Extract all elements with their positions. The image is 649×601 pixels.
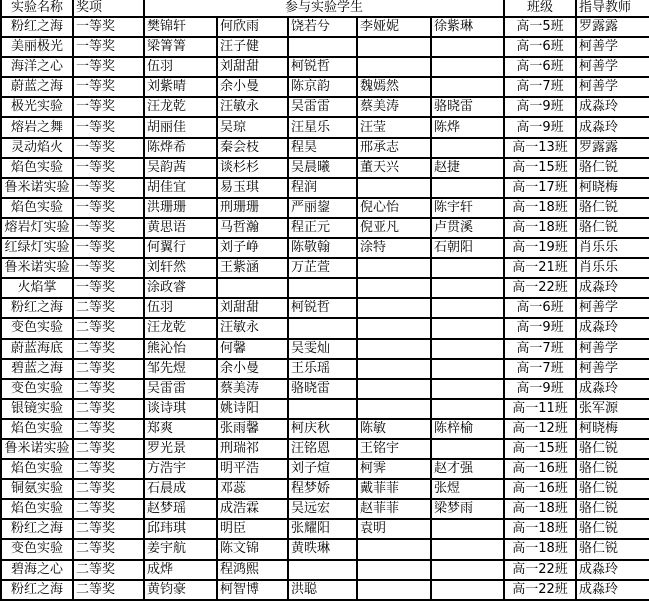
table-row [1, 439, 649, 459]
cell-student[interactable]: 谈诗琪 [144, 399, 217, 419]
cell-award[interactable]: 二等奖 [73, 419, 144, 439]
table-row [1, 178, 649, 198]
cell-class[interactable]: 高一9班 [504, 379, 576, 399]
cell-award[interactable]: 二等奖 [73, 339, 144, 359]
cell-student[interactable]: 李娅妮 [357, 17, 431, 37]
cell-award[interactable]: 二等奖 [73, 359, 144, 379]
cell-teacher[interactable]: 骆仁锐 [576, 218, 649, 238]
cell-teacher[interactable]: 柯善学 [576, 57, 649, 77]
cell-student[interactable]: 洪珊珊 [144, 198, 217, 218]
table-row [1, 298, 649, 318]
cell-student[interactable]: 王乐瑶 [288, 359, 357, 379]
cell-teacher[interactable]: 罗露露 [576, 138, 649, 158]
cell-student[interactable]: 刘紫晴 [144, 77, 217, 97]
table-row [1, 479, 649, 499]
cell-class[interactable]: 高一9班 [504, 117, 576, 137]
cell-teacher[interactable]: 成淼玲 [576, 318, 649, 338]
table-row [1, 17, 649, 37]
cell-experiment[interactable]: 焰色实验 [1, 459, 73, 479]
cell-class[interactable]: 高一7班 [504, 339, 576, 359]
cell-student[interactable]: 胡佳宜 [144, 178, 217, 198]
cell-student[interactable]: 伍羽 [144, 57, 217, 77]
cell-award[interactable]: 二等奖 [73, 580, 144, 600]
cell-student[interactable]: 刘甜甜 [217, 57, 288, 77]
cell-experiment[interactable]: 变色实验 [1, 318, 73, 338]
cell-class[interactable]: 高一22班 [504, 560, 576, 580]
cell-student[interactable]: 伍羽 [144, 298, 217, 318]
cell-student[interactable] [357, 57, 431, 77]
cell-teacher[interactable]: 柯晓梅 [576, 419, 649, 439]
cell-student[interactable] [357, 258, 431, 278]
cell-student[interactable]: 赵梦瑶 [144, 499, 217, 519]
table-row [1, 560, 649, 580]
cell-student[interactable] [431, 359, 504, 379]
table-row [1, 519, 649, 539]
cell-student[interactable]: 骆晓雷 [431, 97, 504, 117]
cell-student[interactable] [357, 37, 431, 57]
cell-student[interactable]: 涂政睿 [144, 278, 217, 298]
cell-student[interactable]: 吴远宏 [288, 499, 357, 519]
cell-student[interactable] [357, 178, 431, 198]
table-row [1, 318, 649, 338]
cell-teacher[interactable]: 罗露露 [576, 17, 649, 37]
cell-student[interactable]: 倪亚凡 [357, 218, 431, 238]
cell-experiment[interactable]: 碧蓝之海 [1, 359, 73, 379]
cell-student[interactable] [288, 37, 357, 57]
cell-student[interactable]: 刘子煊 [288, 459, 357, 479]
cell-teacher[interactable]: 柯善学 [576, 298, 649, 318]
cell-class[interactable]: 高一18班 [504, 539, 576, 559]
cell-student[interactable]: 汪龙乾 [144, 97, 217, 117]
cell-class[interactable]: 高一5班 [504, 17, 576, 37]
cell-student[interactable]: 何馨 [217, 339, 288, 359]
cell-experiment[interactable]: 碧海之心 [1, 560, 73, 580]
cell-student[interactable]: 邱玮琪 [144, 519, 217, 539]
cell-student[interactable] [357, 379, 431, 399]
cell-student[interactable]: 柯智博 [217, 580, 288, 600]
table-row [1, 57, 649, 77]
cell-student[interactable]: 吴雷雷 [288, 97, 357, 117]
cell-class[interactable]: 高一22班 [504, 580, 576, 600]
cell-student[interactable] [357, 539, 431, 559]
cell-student[interactable]: 梁箐箐 [144, 37, 217, 57]
cell-student[interactable] [357, 399, 431, 419]
cell-student[interactable] [431, 439, 504, 459]
cell-student[interactable]: 程鸿熙 [217, 560, 288, 580]
cell-class[interactable]: 高一18班 [504, 499, 576, 519]
cell-award[interactable]: 二等奖 [73, 439, 144, 459]
cell-award[interactable]: 二等奖 [73, 560, 144, 580]
cell-student[interactable]: 陈烨 [431, 117, 504, 137]
cell-student[interactable]: 柯锐哲 [288, 57, 357, 77]
cell-student[interactable]: 石晨成 [144, 479, 217, 499]
cell-teacher[interactable]: 成淼玲 [576, 97, 649, 117]
cell-student[interactable]: 袁明 [357, 519, 431, 539]
cell-student[interactable]: 柯霁 [357, 459, 431, 479]
cell-teacher[interactable]: 柯晓梅 [576, 178, 649, 198]
cell-experiment[interactable]: 粉红之海 [1, 580, 73, 600]
header-participating-students: 参与实验学生 [144, 0, 504, 17]
cell-teacher[interactable]: 骆仁锐 [576, 479, 649, 499]
cell-student[interactable]: 涂特 [357, 238, 431, 258]
header-experiment-name: 实验名称 [1, 0, 73, 17]
cell-experiment[interactable]: 变色实验 [1, 539, 73, 559]
cell-student[interactable]: 陈宇轩 [431, 198, 504, 218]
cell-experiment[interactable]: 焰色实验 [1, 499, 73, 519]
cell-experiment[interactable]: 海洋之心 [1, 57, 73, 77]
cell-student[interactable] [357, 359, 431, 379]
table-row [1, 499, 649, 519]
cell-student[interactable]: 成浩霖 [217, 499, 288, 519]
cell-student[interactable] [357, 580, 431, 600]
cell-class[interactable]: 高一9班 [504, 97, 576, 117]
table-row [1, 379, 649, 399]
cell-award[interactable]: 二等奖 [73, 539, 144, 559]
cell-experiment[interactable]: 铜氨实验 [1, 479, 73, 499]
cell-teacher[interactable]: 张军源 [576, 399, 649, 419]
cell-student[interactable]: 明平浩 [217, 459, 288, 479]
cell-award[interactable]: 一等奖 [73, 198, 144, 218]
cell-award[interactable]: 一等奖 [73, 238, 144, 258]
cell-student[interactable] [288, 399, 357, 419]
cell-class[interactable]: 高一7班 [504, 77, 576, 97]
cell-experiment[interactable]: 银镜实验 [1, 399, 73, 419]
table-row [1, 359, 649, 379]
cell-student[interactable]: 赵捷 [431, 158, 504, 178]
cell-award[interactable]: 一等奖 [73, 77, 144, 97]
table-row [1, 198, 649, 218]
cell-experiment[interactable]: 熔岩灯实验 [1, 218, 73, 238]
cell-student[interactable]: 王铭宇 [357, 439, 431, 459]
cell-teacher[interactable]: 肖乐乐 [576, 238, 649, 258]
cell-student[interactable]: 蔡美涛 [357, 97, 431, 117]
cell-student[interactable]: 成烨 [144, 560, 217, 580]
cell-student[interactable]: 胡丽佳 [144, 117, 217, 137]
cell-student[interactable]: 汪敏永 [217, 318, 288, 338]
table-row [1, 258, 649, 278]
table-row [1, 580, 649, 600]
cell-student[interactable]: 柯锐哲 [288, 298, 357, 318]
cell-class[interactable]: 高一7班 [504, 359, 576, 379]
cell-student[interactable]: 程昊 [288, 138, 357, 158]
cell-student[interactable]: 郑爽 [144, 419, 217, 439]
cell-experiment[interactable]: 焰色实验 [1, 158, 73, 178]
cell-student[interactable] [431, 37, 504, 57]
cell-class[interactable]: 高一6班 [504, 57, 576, 77]
cell-student[interactable]: 汪子健 [217, 37, 288, 57]
cell-student[interactable] [217, 278, 288, 298]
cell-student[interactable]: 陈京韵 [288, 77, 357, 97]
cell-award[interactable]: 二等奖 [73, 499, 144, 519]
cell-teacher[interactable]: 成淼玲 [576, 560, 649, 580]
cell-student[interactable]: 何欣雨 [217, 17, 288, 37]
cell-experiment[interactable]: 火焰掌 [1, 278, 73, 298]
cell-experiment[interactable]: 鲁米诺实验 [1, 439, 73, 459]
cell-teacher[interactable]: 肖乐乐 [576, 258, 649, 278]
cell-student[interactable] [357, 560, 431, 580]
cell-student[interactable]: 易玉琪 [217, 178, 288, 198]
cell-award[interactable]: 一等奖 [73, 178, 144, 198]
cell-award[interactable]: 一等奖 [73, 17, 144, 37]
table-row [1, 158, 649, 178]
cell-award[interactable]: 一等奖 [73, 138, 144, 158]
cell-teacher[interactable]: 骆仁锐 [576, 499, 649, 519]
cell-student[interactable] [357, 318, 431, 338]
cell-teacher[interactable]: 骆仁锐 [576, 439, 649, 459]
cell-student[interactable] [431, 539, 504, 559]
cell-student[interactable]: 张煜 [431, 479, 504, 499]
table-row [1, 419, 649, 439]
cell-student[interactable]: 陈敏 [357, 419, 431, 439]
cell-student[interactable]: 吴韵茜 [144, 158, 217, 178]
table-row [1, 339, 649, 359]
cell-student[interactable]: 刑瑞祁 [217, 439, 288, 459]
cell-student[interactable] [357, 298, 431, 318]
cell-award[interactable]: 二等奖 [73, 399, 144, 419]
cell-class[interactable]: 高一11班 [504, 399, 576, 419]
cell-experiment[interactable]: 鲁米诺实验 [1, 258, 73, 278]
cell-class[interactable]: 高一18班 [504, 218, 576, 238]
cell-student[interactable]: 方浩宇 [144, 459, 217, 479]
cell-teacher[interactable]: 成淼玲 [576, 278, 649, 298]
cell-student[interactable]: 张雨馨 [217, 419, 288, 439]
cell-student[interactable]: 赵才强 [431, 459, 504, 479]
cell-teacher[interactable]: 成淼玲 [576, 580, 649, 600]
cell-student[interactable]: 陈敬翰 [288, 238, 357, 258]
cell-teacher[interactable]: 骆仁锐 [576, 158, 649, 178]
cell-award[interactable]: 一等奖 [73, 117, 144, 137]
table-row [1, 238, 649, 258]
cell-student[interactable]: 魏嫣然 [357, 77, 431, 97]
cell-class[interactable]: 高一19班 [504, 238, 576, 258]
cell-student[interactable] [288, 318, 357, 338]
cell-student[interactable] [431, 57, 504, 77]
cell-award[interactable]: 一等奖 [73, 37, 144, 57]
cell-teacher[interactable]: 骆仁锐 [576, 539, 649, 559]
cell-student[interactable]: 刘轩然 [144, 258, 217, 278]
cell-student[interactable]: 陈梓榆 [431, 419, 504, 439]
cell-student[interactable]: 柯庆秋 [288, 419, 357, 439]
header-row [1, 0, 649, 17]
cell-student[interactable]: 余小曼 [217, 359, 288, 379]
table-row [1, 37, 649, 57]
cell-student[interactable]: 刘子峥 [217, 238, 288, 258]
cell-teacher[interactable]: 柯善学 [576, 339, 649, 359]
cell-teacher[interactable]: 柯善学 [576, 77, 649, 97]
cell-student[interactable]: 洪聪 [288, 580, 357, 600]
cell-student[interactable] [431, 560, 504, 580]
cell-student[interactable]: 汪星乐 [288, 117, 357, 137]
table-row [1, 459, 649, 479]
table-row [1, 399, 649, 419]
cell-student[interactable]: 吴晨曦 [288, 158, 357, 178]
cell-student[interactable]: 严丽鋆 [288, 198, 357, 218]
cell-teacher[interactable]: 成淼玲 [576, 117, 649, 137]
cell-teacher[interactable]: 骆仁锐 [576, 198, 649, 218]
cell-student[interactable]: 董天兴 [357, 158, 431, 178]
cell-student[interactable]: 邹先煜 [144, 359, 217, 379]
cell-award[interactable]: 二等奖 [73, 479, 144, 499]
cell-student[interactable] [288, 560, 357, 580]
cell-student[interactable]: 梁梦雨 [431, 499, 504, 519]
cell-student[interactable]: 邢承志 [357, 138, 431, 158]
cell-student[interactable]: 张耀阳 [288, 519, 357, 539]
cell-class[interactable]: 高一9班 [504, 318, 576, 338]
cell-student[interactable] [431, 278, 504, 298]
cell-student[interactable]: 马哲瀚 [217, 218, 288, 238]
cell-student[interactable]: 姚诗阳 [217, 399, 288, 419]
cell-student[interactable] [431, 138, 504, 158]
cell-student[interactable]: 蔡美涛 [217, 379, 288, 399]
cell-award[interactable]: 二等奖 [73, 459, 144, 479]
table-row [1, 138, 649, 158]
cell-student[interactable]: 徐紫琳 [431, 17, 504, 37]
cell-student[interactable]: 樊锦轩 [144, 17, 217, 37]
cell-student[interactable] [431, 178, 504, 198]
cell-class[interactable]: 高一18班 [504, 519, 576, 539]
cell-class[interactable]: 高一17班 [504, 178, 576, 198]
cell-student[interactable] [431, 318, 504, 338]
cell-student[interactable]: 程梦娇 [288, 479, 357, 499]
cell-award[interactable]: 一等奖 [73, 218, 144, 238]
cell-award[interactable]: 二等奖 [73, 298, 144, 318]
cell-student[interactable]: 余小曼 [217, 77, 288, 97]
cell-student[interactable] [431, 399, 504, 419]
cell-student[interactable]: 何翼行 [144, 238, 217, 258]
cell-award[interactable]: 一等奖 [73, 278, 144, 298]
cell-class[interactable]: 高一22班 [504, 278, 576, 298]
cell-student[interactable]: 吴琼 [217, 117, 288, 137]
table-row [1, 97, 649, 117]
cell-student[interactable]: 王紫涵 [217, 258, 288, 278]
cell-student[interactable]: 戴菲菲 [357, 479, 431, 499]
cell-student[interactable] [288, 278, 357, 298]
cell-student[interactable]: 陈烨希 [144, 138, 217, 158]
table-row [1, 218, 649, 238]
cell-teacher[interactable]: 成淼玲 [576, 379, 649, 399]
cell-award[interactable]: 一等奖 [73, 97, 144, 117]
cell-award[interactable]: 一等奖 [73, 258, 144, 278]
cell-class[interactable]: 高一12班 [504, 419, 576, 439]
cell-student[interactable] [357, 339, 431, 359]
cell-award[interactable]: 二等奖 [73, 318, 144, 338]
cell-student[interactable] [431, 580, 504, 600]
cell-student[interactable]: 罗光景 [144, 439, 217, 459]
cell-class[interactable]: 高一13班 [504, 138, 576, 158]
header-teacher: 指导教师 [576, 0, 649, 17]
cell-student[interactable]: 倪心怡 [357, 198, 431, 218]
cell-experiment[interactable]: 灵动焰火 [1, 138, 73, 158]
cell-student[interactable]: 黄钧豪 [144, 580, 217, 600]
cell-experiment[interactable]: 焰色实验 [1, 419, 73, 439]
cell-class[interactable]: 高一6班 [504, 37, 576, 57]
cell-student[interactable]: 卢贯溪 [431, 218, 504, 238]
cell-student[interactable]: 刑珊珊 [217, 198, 288, 218]
cell-class[interactable]: 高一15班 [504, 439, 576, 459]
cell-student[interactable] [431, 379, 504, 399]
cell-award[interactable]: 一等奖 [73, 57, 144, 77]
cell-student[interactable]: 石朝阳 [431, 238, 504, 258]
cell-experiment[interactable]: 粉红之海 [1, 519, 73, 539]
table-row [1, 278, 649, 298]
header-class: 班级 [504, 0, 576, 17]
cell-teacher[interactable]: 柯善学 [576, 359, 649, 379]
cell-award[interactable]: 二等奖 [73, 379, 144, 399]
cell-class[interactable]: 高一6班 [504, 298, 576, 318]
cell-student[interactable]: 汪莹 [357, 117, 431, 137]
cell-student[interactable]: 程润 [288, 178, 357, 198]
cell-student[interactable] [431, 519, 504, 539]
cell-student[interactable] [357, 278, 431, 298]
cell-student[interactable] [431, 298, 504, 318]
cell-student[interactable]: 赵菲菲 [357, 499, 431, 519]
cell-student[interactable]: 骆晓雷 [288, 379, 357, 399]
cell-student[interactable]: 汪龙乾 [144, 318, 217, 338]
cell-class[interactable]: 高一21班 [504, 258, 576, 278]
cell-experiment[interactable]: 极光实验 [1, 97, 73, 117]
cell-student[interactable]: 程正元 [288, 218, 357, 238]
cell-student[interactable]: 黄思语 [144, 218, 217, 238]
cell-student[interactable]: 黄昳琳 [288, 539, 357, 559]
cell-class[interactable]: 高一18班 [504, 198, 576, 218]
cell-teacher[interactable]: 柯善学 [576, 37, 649, 57]
cell-class[interactable]: 高一16班 [504, 479, 576, 499]
cell-student[interactable]: 明臣 [217, 519, 288, 539]
cell-class[interactable]: 高一15班 [504, 158, 576, 178]
cell-student[interactable]: 万芷萱 [288, 258, 357, 278]
cell-experiment[interactable]: 粉红之海 [1, 17, 73, 37]
cell-experiment[interactable]: 红绿灯实验 [1, 238, 73, 258]
cell-student[interactable]: 汪铭恩 [288, 439, 357, 459]
cell-experiment[interactable]: 焰色实验 [1, 198, 73, 218]
cell-experiment[interactable]: 粉红之海 [1, 298, 73, 318]
cell-student[interactable] [431, 339, 504, 359]
table-row [1, 539, 649, 559]
cell-student[interactable]: 汪敏永 [217, 97, 288, 117]
cell-award[interactable]: 二等奖 [73, 519, 144, 539]
cell-class[interactable]: 高一16班 [504, 459, 576, 479]
cell-experiment[interactable]: 蔚蓝海底 [1, 339, 73, 359]
cell-student[interactable]: 谈杉杉 [217, 158, 288, 178]
cell-student[interactable]: 陈文锦 [217, 539, 288, 559]
cell-student[interactable]: 熊沁怡 [144, 339, 217, 359]
cell-student[interactable]: 姜宇航 [144, 539, 217, 559]
cell-experiment[interactable]: 美丽极光 [1, 37, 73, 57]
cell-student[interactable]: 吴雷雷 [144, 379, 217, 399]
cell-teacher[interactable]: 骆仁锐 [576, 519, 649, 539]
cell-experiment[interactable]: 鲁米诺实验 [1, 178, 73, 198]
cell-teacher[interactable]: 骆仁锐 [576, 459, 649, 479]
table-row [1, 77, 649, 97]
header-award: 奖项 [73, 0, 144, 17]
cell-experiment[interactable]: 熔岩之舞 [1, 117, 73, 137]
cell-student[interactable]: 邓蕊 [217, 479, 288, 499]
cell-student[interactable]: 秦会枝 [217, 138, 288, 158]
cell-student[interactable]: 吴雯灿 [288, 339, 357, 359]
cell-experiment[interactable]: 蔚蓝之海 [1, 77, 73, 97]
cell-student[interactable]: 刘甜甜 [217, 298, 288, 318]
table-row [1, 117, 649, 137]
cell-experiment[interactable]: 变色实验 [1, 379, 73, 399]
cell-student[interactable] [431, 258, 504, 278]
table-body [1, 17, 649, 600]
cell-student[interactable] [431, 77, 504, 97]
cell-award[interactable]: 一等奖 [73, 158, 144, 178]
cell-student[interactable]: 饶若兮 [288, 17, 357, 37]
